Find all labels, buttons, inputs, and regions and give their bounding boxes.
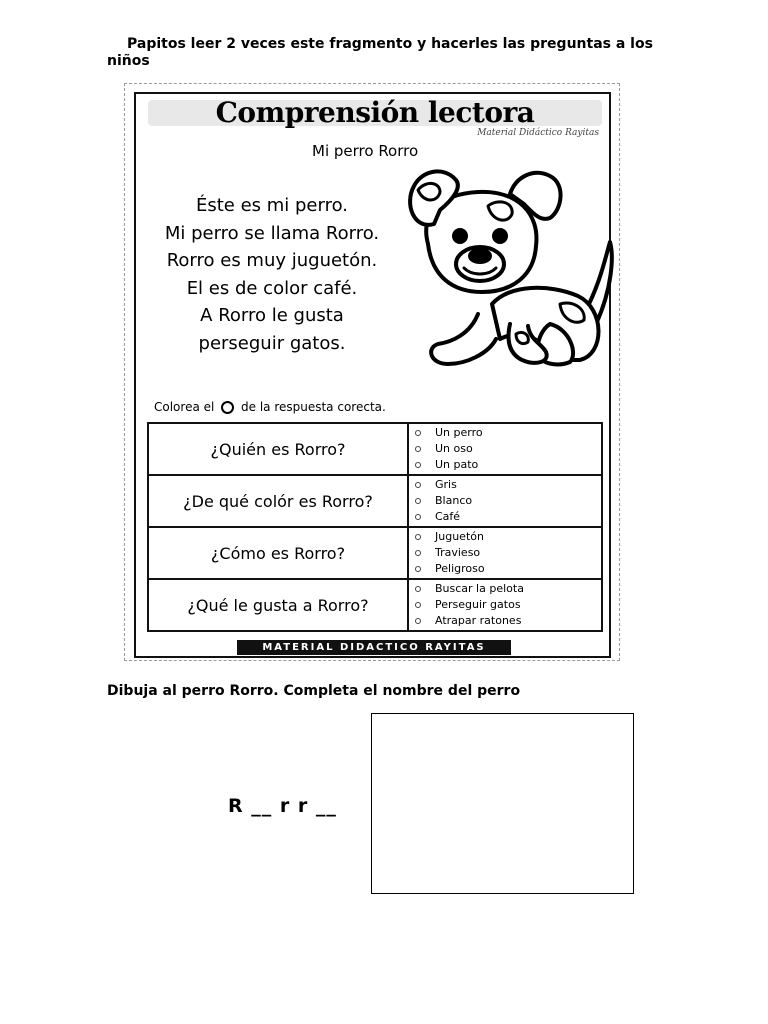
parent-instruction: Papitos leer 2 veces este fragmento y hacerles las preguntas a los niños [107, 36, 653, 69]
dog-spot [516, 332, 528, 343]
worksheet [124, 83, 620, 661]
dog-eye [494, 230, 506, 242]
answer-option[interactable] [415, 477, 601, 493]
footer-banner: MATERIAL DIDACTICO RAYITAS [237, 640, 511, 655]
instruction-before: Colorea el [154, 400, 215, 414]
radio-circle-icon[interactable] [415, 498, 421, 504]
answer-option[interactable] [415, 581, 601, 597]
worksheet-title: Comprensión lectora [215, 96, 535, 129]
title-band [148, 96, 602, 129]
story-title: Mi perro Rorro [312, 142, 419, 160]
story-line: Mi perro se llama Rorro. [164, 222, 380, 244]
radio-circle-icon[interactable] [415, 514, 421, 520]
story-text [136, 192, 408, 357]
answer-option[interactable] [415, 425, 601, 441]
options-cell [408, 475, 602, 527]
answer-option[interactable] [415, 441, 601, 457]
dog-illustration [400, 164, 620, 369]
options-cell [408, 579, 602, 631]
option-label: Gris [435, 478, 457, 491]
answer-option[interactable] [415, 493, 601, 509]
worksheet-frame [134, 92, 611, 658]
radio-circle-icon[interactable] [415, 430, 421, 436]
radio-circle-icon[interactable] [415, 602, 421, 608]
radio-circle-icon[interactable] [415, 550, 421, 556]
radio-circle-icon[interactable] [415, 446, 421, 452]
option-label: Un perro [435, 426, 483, 439]
question-text: ¿Quién es Rorro? [148, 423, 408, 475]
answer-option[interactable] [415, 597, 601, 613]
questions-table [147, 422, 603, 632]
draw-instruction: Dibuja al perro Rorro. Completa el nombre del perro [107, 683, 521, 699]
radio-circle-icon[interactable] [415, 462, 421, 468]
options-cell [408, 527, 602, 579]
story-line: perseguir gatos. [198, 332, 346, 354]
answer-option[interactable] [415, 457, 601, 473]
watermark: Material Didáctico Rayitas [477, 128, 599, 138]
option-label: Peligroso [435, 562, 485, 575]
drawing-box[interactable] [371, 713, 634, 894]
radio-circle-icon[interactable] [415, 618, 421, 624]
answer-instruction [154, 400, 386, 414]
answer-option[interactable] [415, 545, 601, 561]
dog-eye [454, 230, 466, 242]
question-row [148, 475, 602, 527]
question-text: ¿Qué le gusta a Rorro? [148, 579, 408, 631]
option-label: Travieso [435, 546, 481, 559]
story-line: Rorro es muy juguetón. [166, 250, 378, 271]
circle-icon [221, 401, 234, 414]
option-label: Un oso [435, 442, 473, 455]
question-row [148, 579, 602, 631]
question-row [148, 423, 602, 475]
story-line: El es de color café. [186, 277, 358, 299]
question-row [148, 527, 602, 579]
options-cell [408, 423, 602, 475]
option-label: Atrapar ratones [435, 614, 522, 627]
answer-option[interactable] [415, 561, 601, 577]
answer-option[interactable] [415, 529, 601, 545]
question-text: ¿De qué colór es Rorro? [148, 475, 408, 527]
dog-leg [431, 314, 496, 364]
instruction-after: de la respuesta corecta. [241, 400, 386, 414]
radio-circle-icon[interactable] [415, 586, 421, 592]
answer-option[interactable] [415, 509, 601, 525]
option-label: Juguetón [435, 530, 484, 543]
option-label: Un pato [435, 458, 479, 471]
radio-circle-icon[interactable] [415, 534, 421, 540]
story-line: Éste es mi perro. [195, 195, 349, 216]
story-line: A Rorro le gusta [200, 305, 344, 326]
name-fill-in[interactable]: R __ r r __ [228, 795, 337, 817]
radio-circle-icon[interactable] [415, 566, 421, 572]
option-label: Café [435, 510, 461, 523]
radio-circle-icon[interactable] [415, 482, 421, 488]
answer-option[interactable] [415, 613, 601, 629]
dog-nose [470, 250, 490, 262]
option-label: Buscar la pelota [435, 582, 524, 595]
option-label: Blanco [435, 494, 473, 507]
dog-spot [418, 183, 440, 200]
question-text: ¿Cómo es Rorro? [148, 527, 408, 579]
option-label: Perseguir gatos [435, 598, 521, 611]
